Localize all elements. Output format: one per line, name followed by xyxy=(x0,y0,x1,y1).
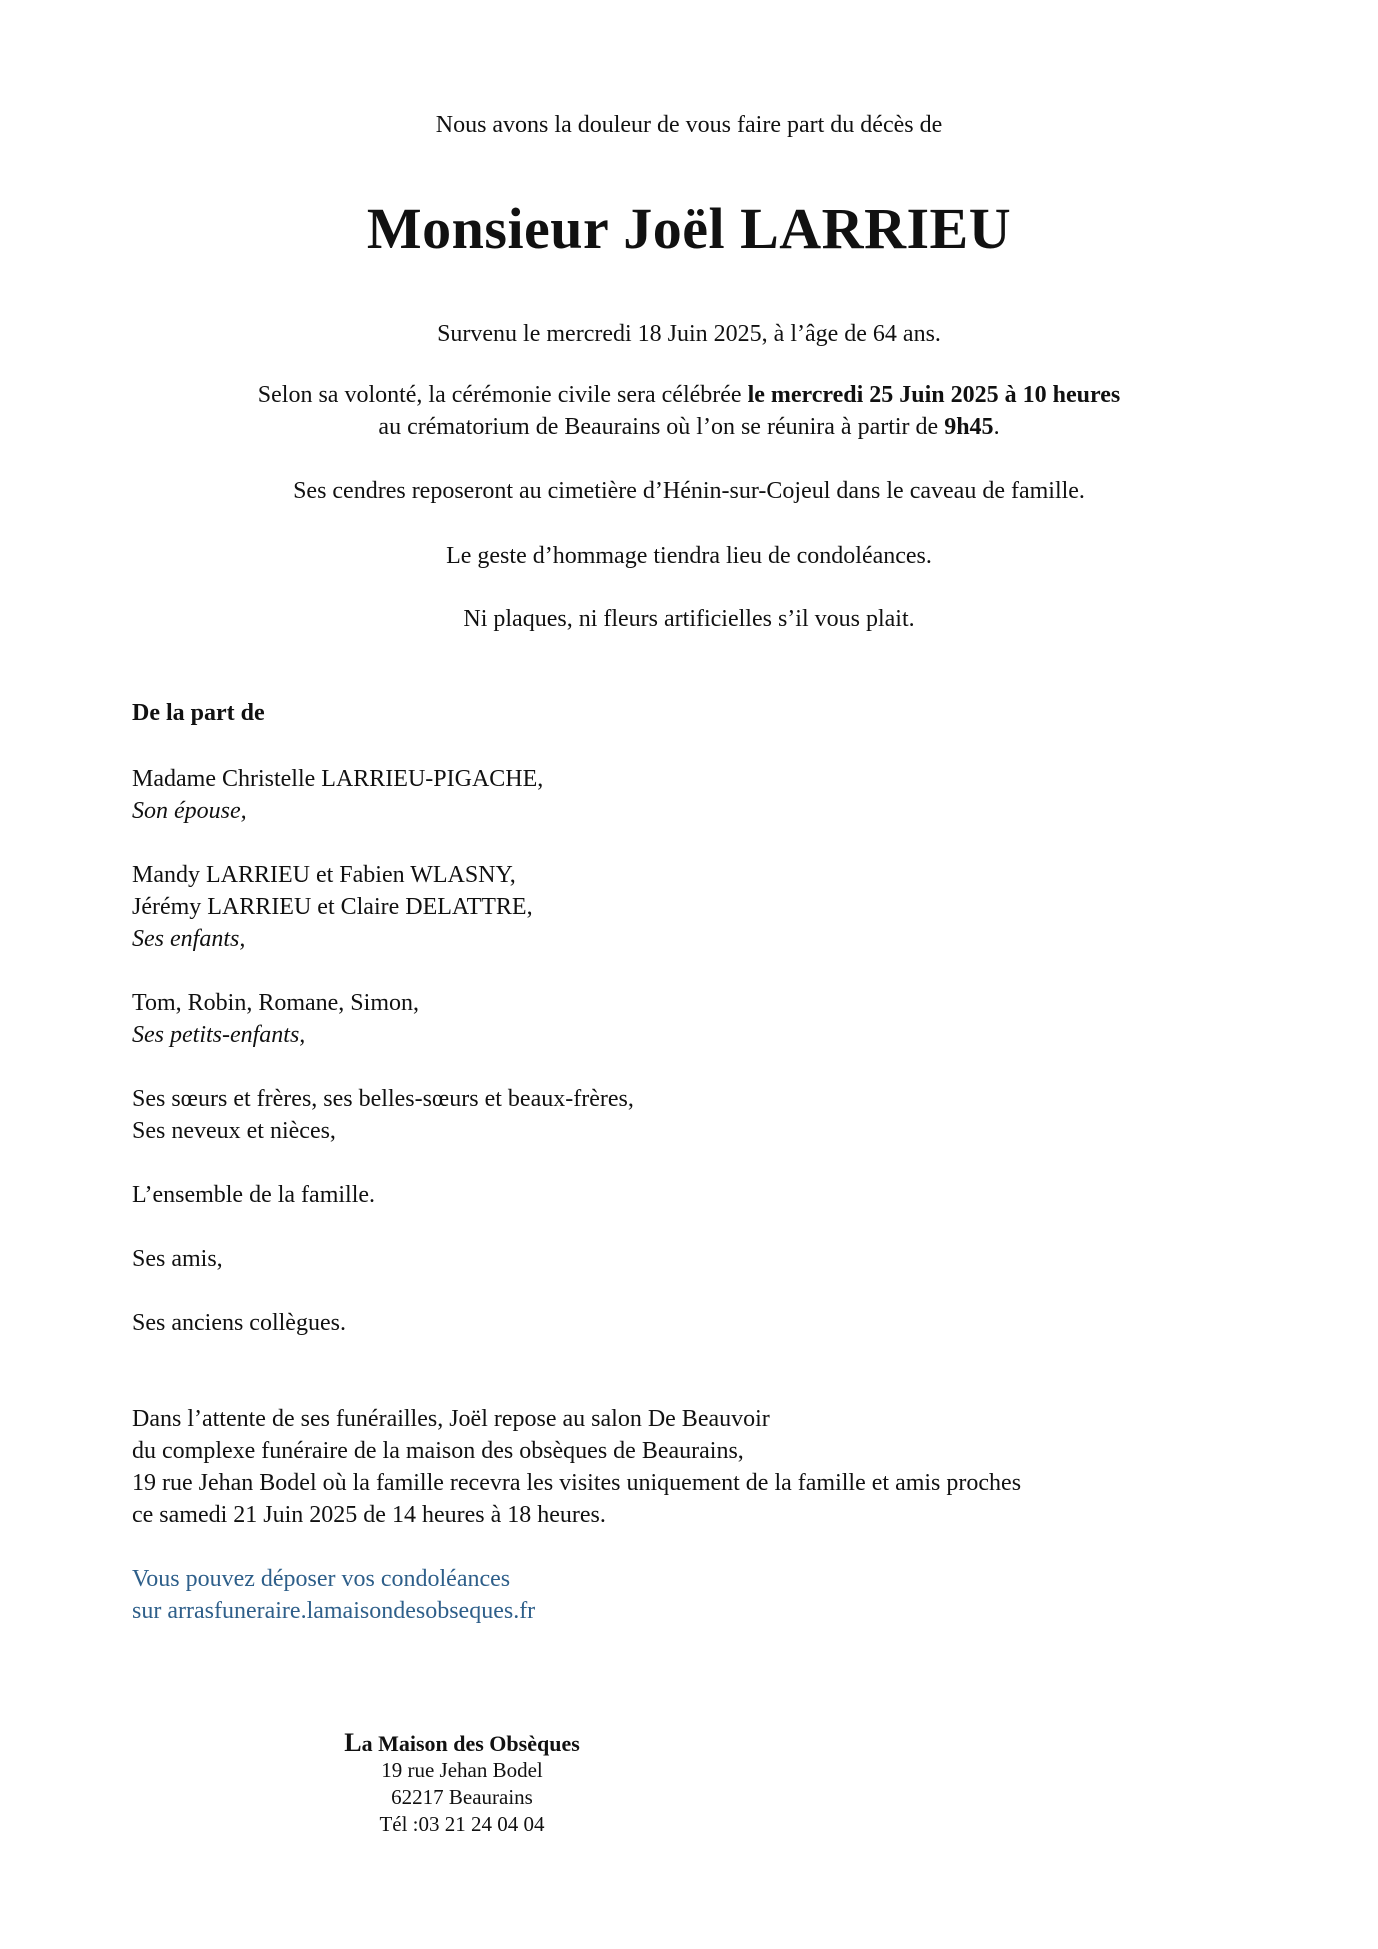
ceremony-paragraph xyxy=(0,379,1378,443)
visitation-line-3: 19 rue Jehan Bodel où la famille recevra les visites uniquement de la famille et amis proches xyxy=(132,1470,1022,1496)
colleagues: Ses anciens collègues. xyxy=(132,1310,346,1336)
ashes-text: Ses cendres reposeront au cimetière d’Hénin-sur-Cojeul dans le caveau de famille. xyxy=(293,478,1085,504)
grandchildren: Tom, Robin, Romane, Simon, xyxy=(132,990,419,1016)
ceremony-date: le mercredi 25 Juin 2025 à 10 heures xyxy=(747,382,1121,408)
family-section-title: De la part de xyxy=(132,700,265,726)
children-role: Ses enfants, xyxy=(132,926,246,952)
online-condolences-link[interactable]: sur arrasfuneraire.lamaisondesobseques.fr xyxy=(132,1598,536,1624)
funeral-home-city: 62217 Beaurains xyxy=(391,1785,533,1809)
deceased-name: Monsieur Joël LARRIEU xyxy=(366,196,1012,261)
friends: Ses amis, xyxy=(132,1246,223,1272)
funeral-home-block xyxy=(327,1729,597,1838)
visitation-line-4: ce samedi 21 Juin 2025 de 14 heures à 18 heures. xyxy=(132,1502,606,1528)
ceremony-line-2 xyxy=(0,411,1378,443)
ceremony-line-1-text: Selon sa volonté, la cérémonie civile sera célébrée xyxy=(257,382,748,408)
family-whole: L’ensemble de la famille. xyxy=(132,1182,376,1208)
intro-text: Nous avons la douleur de vous faire part du décès de xyxy=(435,112,943,138)
visitation-line-1: Dans l’attente de ses funérailles, Joël repose au salon De Beauvoir xyxy=(132,1406,770,1432)
ceremony-line-1 xyxy=(0,379,1378,411)
spouse-role: Son épouse, xyxy=(132,798,247,824)
online-condolences-line-1: Vous pouvez déposer vos condoléances xyxy=(132,1566,511,1592)
ceremony-line-2-text: au crématorium de Beaurains où l’on se réunira à partir de xyxy=(378,414,945,440)
visitation-line-2: du complexe funéraire de la maison des obsèques de Beaurains, xyxy=(132,1438,744,1464)
flowers-note: Ni plaques, ni fleurs artificielles s’il vous plait. xyxy=(463,606,915,632)
child-1: Mandy LARRIEU et Fabien WLASNY, xyxy=(132,862,516,888)
gathering-time: 9h45 xyxy=(944,414,994,440)
nephews: Ses neveux et nièces, xyxy=(132,1118,336,1144)
funeral-home-name-initial: L xyxy=(344,1728,362,1757)
spouse-name: Madame Christelle LARRIEU-PIGACHE, xyxy=(132,766,544,792)
funeral-home-name xyxy=(327,1729,597,1757)
funeral-home-phone: Tél :03 21 24 04 04 xyxy=(379,1812,545,1836)
funeral-home-address: 19 rue Jehan Bodel xyxy=(381,1758,543,1782)
date-line: Survenu le mercredi 18 Juin 2025, à l’âge de 64 ans. xyxy=(437,321,941,347)
ceremony-line-2-suffix: . xyxy=(993,414,1000,440)
child-2: Jérémy LARRIEU et Claire DELATTRE, xyxy=(132,894,533,920)
funeral-home-name-rest: a Maison des Obsèques xyxy=(361,1731,580,1756)
siblings: Ses sœurs et frères, ses belles-sœurs et beaux-frères, xyxy=(132,1086,634,1112)
condolences-note: Le geste d’hommage tiendra lieu de condoléances. xyxy=(446,543,932,569)
grandchildren-role: Ses petits-enfants, xyxy=(132,1022,306,1048)
